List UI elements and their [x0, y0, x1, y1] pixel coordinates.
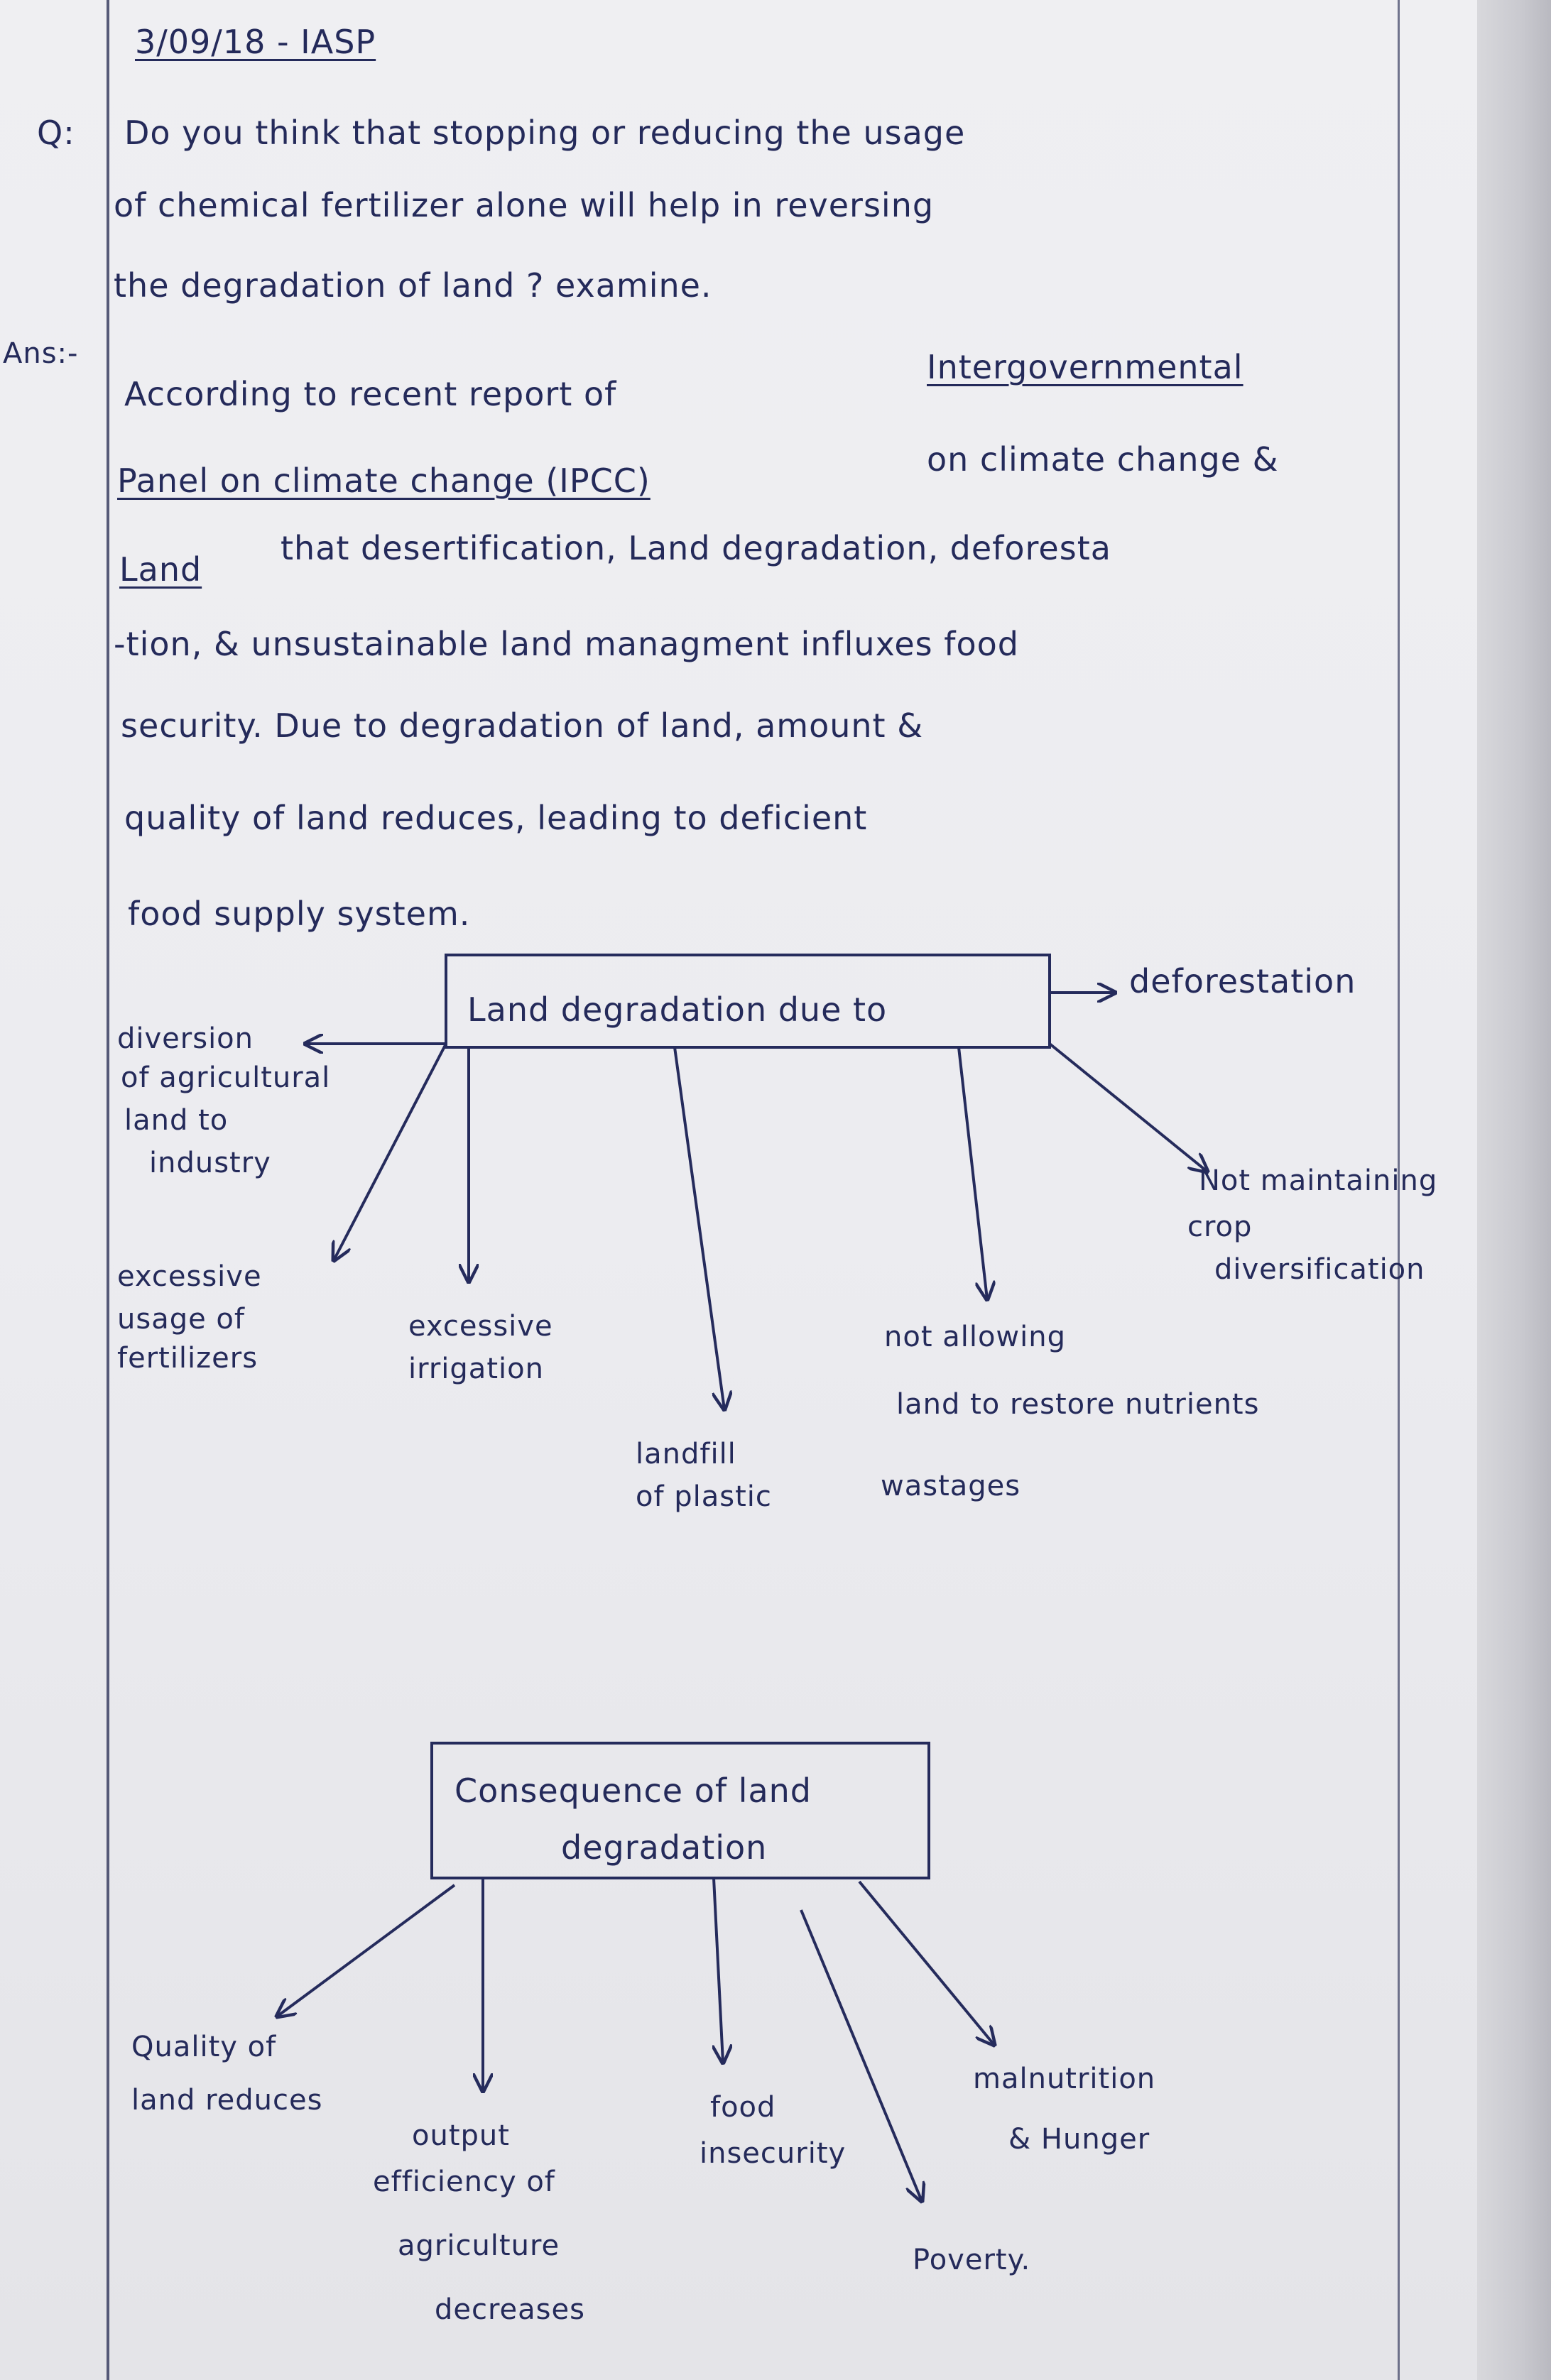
effect-output-line-3: agriculture — [398, 2229, 560, 2262]
question-line-2: of chemical fertilizer alone will help in reversing — [114, 186, 935, 224]
effect-output-line-4: decreases — [435, 2293, 585, 2326]
arrow-to-fertilizers — [334, 1044, 446, 1260]
land-degradation-label: Land degradation due to — [467, 990, 888, 1029]
effect-malnutrition-line-1: malnutrition — [973, 2063, 1156, 2095]
cause-irrigation-line-2: irrigation — [408, 1353, 544, 1385]
answer-line-6: quality of land reduces, leading to deficient — [124, 799, 868, 837]
consequence-line-1: Consequence of land — [455, 1772, 812, 1810]
effect-poverty: Poverty. — [913, 2244, 1031, 2276]
answer-line-1-underlined: Intergovernmental — [927, 348, 1243, 386]
cause-landfill-line-1: landfill — [636, 1438, 736, 1470]
consequence-line-2: degradation — [561, 1828, 768, 1867]
date-code: 3/09/18 - IASP — [135, 23, 376, 61]
answer-line-1-lead: According to recent report of — [124, 375, 617, 413]
arrow-to-nutrients — [959, 1047, 987, 1299]
answer-line-5: security. Due to degradation of land, amount & — [121, 706, 924, 745]
cause-landfill-line-2: of plastic — [636, 1480, 772, 1513]
cause-wastages: wastages — [881, 1470, 1021, 1502]
answer-label: Ans:- — [3, 337, 79, 370]
question-line-1: Do you think that stopping or reducing the usage — [124, 114, 966, 152]
cause-crop-line-2: crop — [1187, 1211, 1253, 1243]
cause-crop-line-3: diversification — [1214, 1253, 1425, 1286]
cause-fertilizers-line-2: usage of — [117, 1303, 245, 1336]
answer-line-7: food supply system. — [128, 895, 471, 933]
answer-line-2-tail: on climate change & — [927, 440, 1279, 479]
cause-fertilizers-line-1: excessive — [117, 1260, 262, 1293]
arrow-to-landfill — [675, 1047, 724, 1409]
cause-nutrients-line-1: not allowing — [884, 1321, 1067, 1353]
arrow-to-crop-diversification — [1050, 1044, 1207, 1172]
effect-quality-line-2: land reduces — [131, 2084, 323, 2117]
effect-food-line-2: insecurity — [700, 2137, 847, 2170]
question-line-3: the degradation of land ? examine. — [114, 266, 712, 305]
answer-line-2-underlined: Panel on climate change (IPCC) — [117, 462, 651, 500]
cause-diversion-line-3: land to — [124, 1104, 229, 1137]
effect-food-line-1: food — [710, 2091, 776, 2124]
cause-irrigation-line-1: excessive — [408, 1310, 553, 1343]
question-label: Q: — [37, 114, 75, 152]
cause-deforestation: deforestation — [1129, 962, 1356, 1000]
cause-diversion-line-4: industry — [149, 1147, 271, 1179]
cause-diversion-line-1: diversion — [117, 1022, 254, 1055]
cause-crop-line-1: Not maintaining — [1199, 1164, 1438, 1197]
effect-output-line-2: efficiency of — [373, 2166, 555, 2198]
answer-line-3-underlined: Land — [119, 550, 202, 589]
arrow-to-quality — [277, 1885, 455, 2016]
cause-fertilizers-line-3: fertilizers — [117, 1342, 258, 1375]
arrow-to-malnutrition — [859, 1882, 994, 2045]
answer-line-3-tail: that desertification, Land degradation, deforesta — [281, 529, 1111, 567]
effect-quality-line-1: Quality of — [131, 2031, 277, 2063]
cause-diversion-line-2: of agricultural — [121, 1061, 331, 1094]
effect-output-line-1: output — [412, 2119, 510, 2152]
answer-line-4: -tion, & unsustainable land managment influxes food — [114, 625, 1019, 663]
effect-malnutrition-line-2: & Hunger — [1008, 2123, 1150, 2156]
cause-nutrients-line-2: land to restore nutrients — [896, 1388, 1260, 1421]
arrow-to-food-insecurity — [714, 1878, 723, 2063]
